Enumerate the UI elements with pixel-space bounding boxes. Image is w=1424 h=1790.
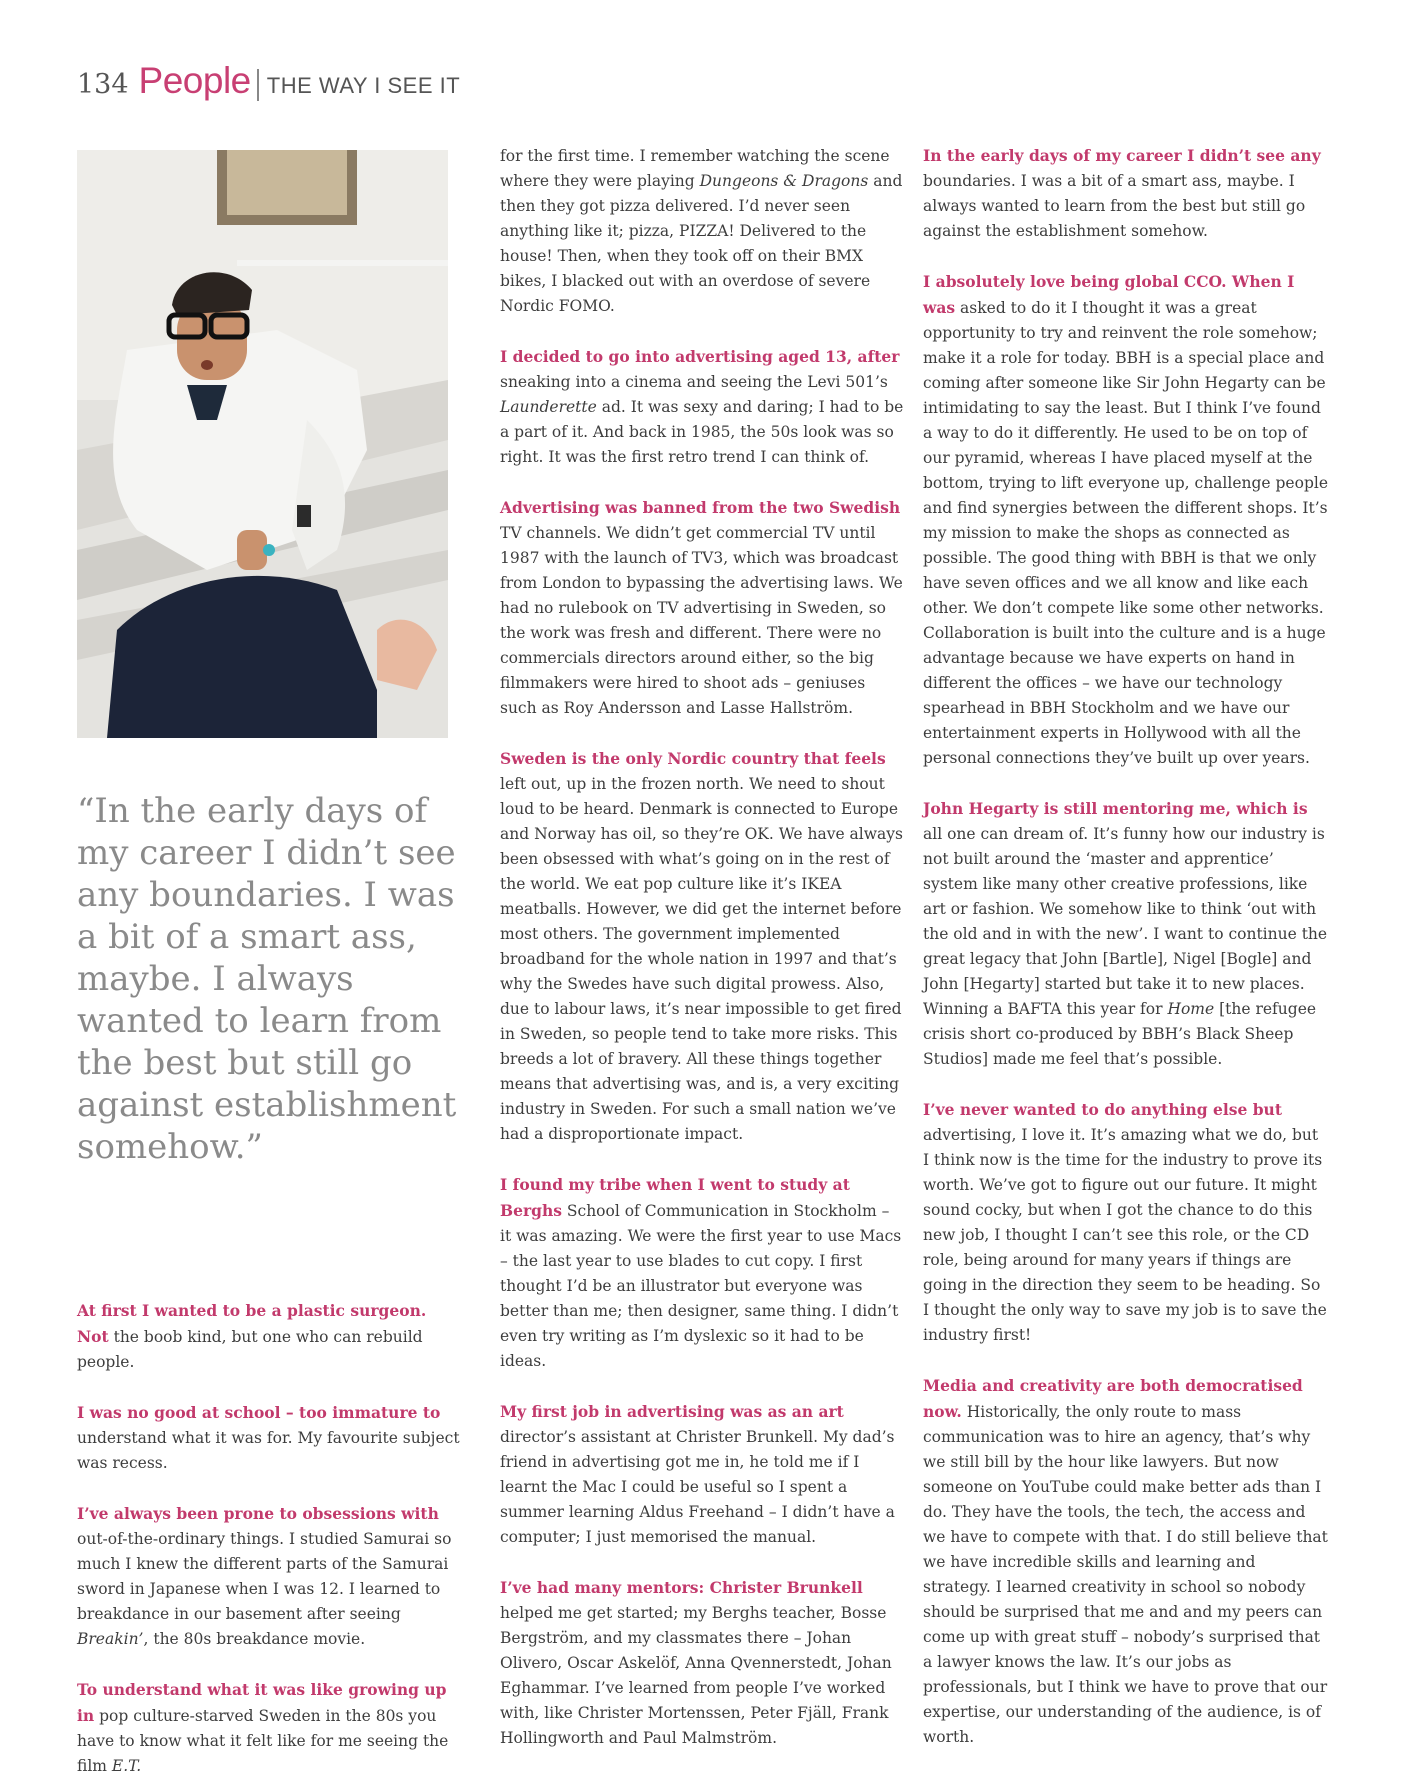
- paragraph-body: asked to do it I thought it was a great opportunity to try and reinvent the role somehow; make it a role for today. BBH is a special place and coming after someone like Sir John Hegarty can be intimidating to say the least. But I think I’ve found a way to do it differently. He used to be on top of our pyramid, whereas I have placed myself at the bottom, trying to lift everyone up, challenge people and find synergies between the different shops. It’s my mission to make the shops as connected as possible. The good thing with BBH is that we only have seven offices and we all know and like each other. We don’t compete like some other networks. Collaboration is built into the culture and is a huge advantage because we have experts on hand in different the offices – we have our technology spearhead in BBH Stockholm and we have our entertainment experts in Hollywood with all the personal connections they’ve built up over years.: [923, 299, 1328, 767]
- paragraph-body-end: and then they got pizza delivered. I’d never seen anything like it; pizza, PIZZA! Delivered to the house! Then, when they took off on their BMX bikes, I blacked out with an overdose of severe Nordic FOMO.: [500, 172, 903, 315]
- paragraph: [500, 746, 905, 1147]
- header-divider: [257, 69, 259, 101]
- paragraph-lead: I found my tribe when I went to study at Berghs: [500, 1175, 850, 1220]
- paragraph-italic: Dungeons & Dragons: [699, 172, 869, 190]
- paragraph: [500, 1399, 905, 1550]
- paragraph-lead: To understand what it was like growing up in: [77, 1680, 447, 1725]
- paragraph-lead: Advertising was banned from the two Swedish: [500, 498, 901, 517]
- paragraph-body-end: [the refugee crisis short co-produced by BBH’s Black Sheep Studios] made me feel that’s possible.: [923, 1000, 1317, 1068]
- paragraph-body: sneaking into a cinema and seeing the Levi 501’s: [500, 373, 888, 391]
- paragraph-italic: Launderette: [500, 398, 597, 416]
- paragraph: [923, 796, 1328, 1072]
- paragraph-body-end: , the 80s breakdance movie.: [143, 1630, 366, 1648]
- paragraph-italic: Breakin’: [77, 1630, 144, 1648]
- paragraph-body: boundaries. I was a bit of a smart ass, maybe. I always wanted to learn from the best but still go against the establishment somehow.: [923, 172, 1306, 240]
- paragraph-italic: E.T.: [111, 1757, 142, 1775]
- text-column-1: [77, 1298, 462, 1790]
- paragraph: [500, 143, 905, 319]
- page-number: 134: [77, 69, 129, 100]
- paragraph: [923, 269, 1328, 771]
- paragraph: [77, 1677, 462, 1779]
- text-column-2: [500, 143, 905, 1776]
- paragraph: [923, 1373, 1328, 1750]
- page-header: [77, 60, 460, 110]
- paragraph-body: the boob kind, but one who can rebuild people.: [77, 1328, 423, 1371]
- paragraph: [500, 495, 905, 721]
- paragraph-lead: John Hegarty is still mentoring me, which is: [923, 799, 1308, 818]
- paragraph: [923, 1097, 1328, 1348]
- portrait-photo: [77, 150, 448, 738]
- paragraph-lead: I’ve had many mentors: Christer Brunkell: [500, 1578, 863, 1597]
- paragraph-italic: Home: [1167, 1000, 1215, 1018]
- paragraph-lead: I’ve always been prone to obsessions with: [77, 1504, 439, 1523]
- paragraph-body: understand what it was for. My favourite subject was recess.: [77, 1429, 460, 1472]
- paragraph-lead: Media and creativity are both democratised now.: [923, 1376, 1303, 1421]
- paragraph-body: School of Communication in Stockholm – it was amazing. We were the first year to use Macs – the last year to use blades to cut copy. I first thought I’d be an illustrator but everyone was better than me; then designer, same thing. I didn’t even try writing as I’m dyslexic so it had to be ideas.: [500, 1202, 902, 1370]
- paragraph: [77, 1400, 462, 1476]
- paragraph-lead: My first job in advertising was as an art: [500, 1402, 844, 1421]
- paragraph-body: helped me get started; my Berghs teacher, Bosse Bergström, and my classmates there – Johan Olivero, Oscar Askelöf, Anna Qvennerstedt, Johan Eghammar. I’ve learned from people I’ve worked with, like Christer Mortenssen, Peter Fjäll, Frank Hollingworth and Paul Malmström.: [500, 1604, 892, 1747]
- section-title: People: [138, 60, 251, 101]
- paragraph-body: director’s assistant at Christer Brunkell. My dad’s friend in advertising got me in, he told me if I learnt the Mac I could be useful so I spent a summer learning Aldus Freehand – I didn’t have a computer; I just memorised the manual.: [500, 1428, 895, 1546]
- paragraph-body: Historically, the only route to mass communication was to hire an agency, that’s why we still bill by the hour like lawyers. But now someone on YouTube could make better ads than I do. They have the tools, the tech, the access and we have to compete with that. I do still believe that we have incredible skills and learning and strategy. I learned creativity in school so nobody should be surprised that me and and my peers can come up with great stuff – nobody’s surprised that a lawyer knows the law. It’s our jobs as professionals, but I think we have to prove that our expertise, our understanding of the audience, is of worth.: [923, 1403, 1328, 1746]
- paragraph-body-end: ad. It was sexy and daring; I had to be a part of it. And back in 1985, the 50s look was so right. It was the first retro trend I can think of.: [500, 398, 904, 466]
- paragraph-body: all one can dream of. It’s funny how our industry is not built around the ‘master and apprentice’ system like many other creative professions, like art or fashion. We somehow like to think ‘out with the old and in with the new’. I want to continue the great legacy that John [Bartle], Nigel [Bogle] and John [Hegarty] started but take it to new places. Winning a BAFTA this year for: [923, 825, 1328, 1018]
- paragraph-lead: In the early days of my career I didn’t see any: [923, 146, 1321, 165]
- paragraph-body: TV channels. We didn’t get commercial TV until 1987 with the launch of TV3, which was broadcast from London to bypassing the advertising laws. We had no rulebook on TV advertising in Sweden, so the work was fresh and different. There were no commercials directors around either, so the big filmmakers were hired to shoot ads – geniuses such as Roy Andersson and Lasse Hallström.: [500, 524, 903, 717]
- paragraph-lead: I decided to go into advertising aged 13, after: [500, 347, 900, 366]
- text-column-3: [923, 143, 1328, 1775]
- paragraph-body: for the first time. I remember watching the scene where they were playing: [500, 147, 890, 190]
- paragraph-body: advertising, I love it. It’s amazing what we do, but I think now is the time for the industry to prove its worth. We’ve got to figure out our future. It might sound cocky, but when I got the chance to do this new job, I thought I can’t see this role, or the CD role, being around for many years if things are going in the direction they seem to be heading. So I thought the only way to save my job is to save the industry first!: [923, 1126, 1327, 1344]
- paragraph: [500, 344, 905, 470]
- paragraph: [923, 143, 1328, 244]
- paragraph-lead: At first I wanted to be a plastic surgeon. Not: [77, 1301, 427, 1346]
- portrait-photo-illustration: [77, 150, 448, 738]
- paragraph: [77, 1298, 462, 1375]
- paragraph-lead: I absolutely love being global CCO. When I was: [923, 272, 1295, 317]
- paragraph-lead: Sweden is the only Nordic country that feels: [500, 749, 886, 768]
- paragraph: [77, 1501, 462, 1652]
- paragraph: [500, 1575, 905, 1751]
- paragraph-lead: I was no good at school – too immature to: [77, 1403, 441, 1422]
- paragraph-body: out-of-the-ordinary things. I studied Samurai so much I knew the different parts of the Samurai sword in Japanese when I was 12. I learned to breakdance in our basement after seeing: [77, 1530, 452, 1623]
- paragraph-body: pop culture-starved Sweden in the 80s you have to know what it felt like for me seeing the film: [77, 1707, 449, 1775]
- paragraph-lead: I’ve never wanted to do anything else but: [923, 1100, 1282, 1119]
- section-subtitle: THE WAY I SEE IT: [266, 73, 461, 98]
- pull-quote: “In the early days of my career I didn’t see any boundaries. I was a bit of a smart ass, maybe. I always wanted to learn from the best but still go against establishment somehow.”: [77, 791, 457, 1167]
- paragraph: [500, 1172, 905, 1374]
- paragraph-body: left out, up in the frozen north. We need to shout loud to be heard. Denmark is connected to Europe and Norway has oil, so they’re OK. We have always been obsessed with what’s going on in the rest of the world. We eat pop culture like it’s IKEA meatballs. However, we did get the internet before most others. The government implemented broadband for the whole nation in 1997 and that’s why the Swedes have such digital prowess. Also, due to labour laws, it’s near impossible to get fired in Sweden, so people tend to take more risks. This breeds a lot of bravery. All these things together means that advertising was, and is, a very exciting industry in Sweden. For such a small nation we’ve had a disproportionate impact.: [500, 775, 903, 1143]
